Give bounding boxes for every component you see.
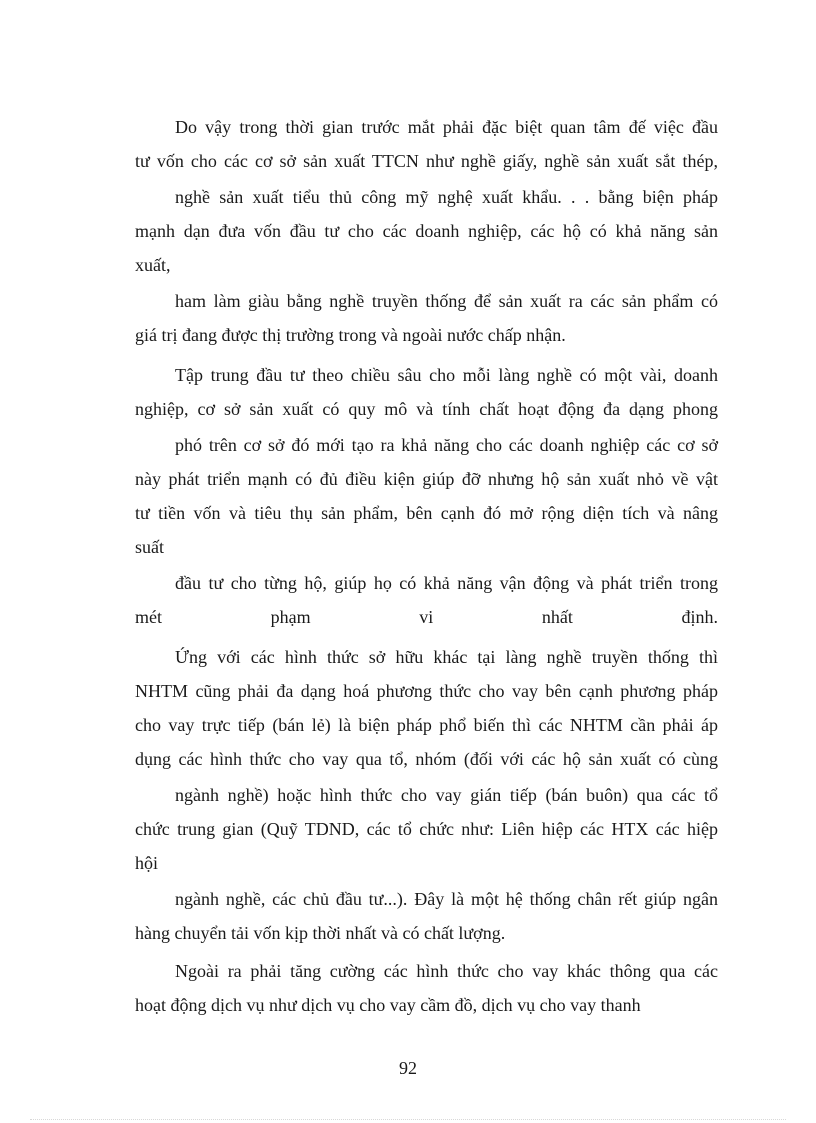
- text-line: tư tiền vốn và tiêu thụ sản phẩm, bên cạnh đó mở rộng diện tích và nâng: [135, 503, 718, 523]
- text-line: này phát triển mạnh có đủ điều kiện giúp đỡ nhưng hộ sản xuất nhỏ về vật: [135, 469, 718, 489]
- text-line: ngành nghề, các chủ đầu tư...). Đây là một hệ thống chân rết giúp ngân: [175, 889, 718, 909]
- text-line: Ứng với các hình thức sở hữu khác tại làng nghề truyền thống thì: [175, 647, 718, 667]
- text-line: mạnh dạn đưa vốn đầu tư cho các doanh nghiệp, các hộ có khả năng sản: [135, 221, 718, 241]
- text-line: ham làm giàu bằng nghề truyền thống để sản xuất ra các sản phẩm có: [175, 291, 718, 311]
- text-line: Ngoài ra phải tăng cường các hình thức cho vay khác thông qua các: [175, 961, 718, 981]
- text-line: Do vậy trong thời gian trước mắt phải đặc biệt quan tâm đế việc đầu: [175, 117, 718, 137]
- text-line: xuất,: [135, 255, 171, 275]
- text-line: đầu tư cho từng hộ, giúp họ có khả năng vận động và phát triển trong: [175, 573, 718, 593]
- text-line: dụng các hình thức cho vay qua tổ, nhóm (đối với các hộ sản xuất có cùng: [135, 749, 718, 769]
- text-line: mét phạm vi nhất định.: [135, 607, 718, 627]
- text-line: nghề sản xuất tiểu thủ công mỹ nghệ xuất khẩu. . . bằng biện pháp: [175, 187, 718, 207]
- page-number: 92: [399, 1058, 417, 1078]
- text-line: Tập trung đầu tư theo chiều sâu cho mỗi làng nghề có một vài, doanh: [175, 365, 718, 385]
- text-line: hoạt động dịch vụ như dịch vụ cho vay cầm đồ, dịch vụ cho vay thanh: [135, 995, 641, 1015]
- text-line: hội: [135, 853, 159, 873]
- text-line: phó trên cơ sở đó mới tạo ra khả năng cho các doanh nghiệp các cơ sở: [175, 435, 718, 455]
- text-line: suất: [135, 537, 164, 557]
- text-line: NHTM cũng phải đa dạng hoá phương thức cho vay bên cạnh phương pháp: [135, 681, 718, 701]
- text-line: chức trung gian (Quỹ TDND, các tổ chức như: Liên hiệp các HTX các hiệp: [135, 819, 718, 839]
- text-line: nghiệp, cơ sở sản xuất có quy mô và tính chất hoạt động đa dạng phong: [135, 399, 718, 419]
- text-line: hàng chuyển tải vốn kịp thời nhất và có chất lượng.: [135, 923, 506, 943]
- text-line: ngành nghề) hoặc hình thức cho vay gián tiếp (bán buôn) qua các tổ: [175, 785, 718, 805]
- page-bottom-rule: [30, 1119, 786, 1120]
- text-line: cho vay trực tiếp (bán lẻ) là biện pháp phổ biến thì các NHTM cần phải áp: [135, 715, 718, 735]
- text-line: giá trị đang được thị trường trong và ngoài nước chấp nhận.: [135, 325, 566, 345]
- text-line: tư vốn cho các cơ sở sản xuất TTCN như nghề giấy, nghề sản xuất sắt thép,: [135, 151, 718, 171]
